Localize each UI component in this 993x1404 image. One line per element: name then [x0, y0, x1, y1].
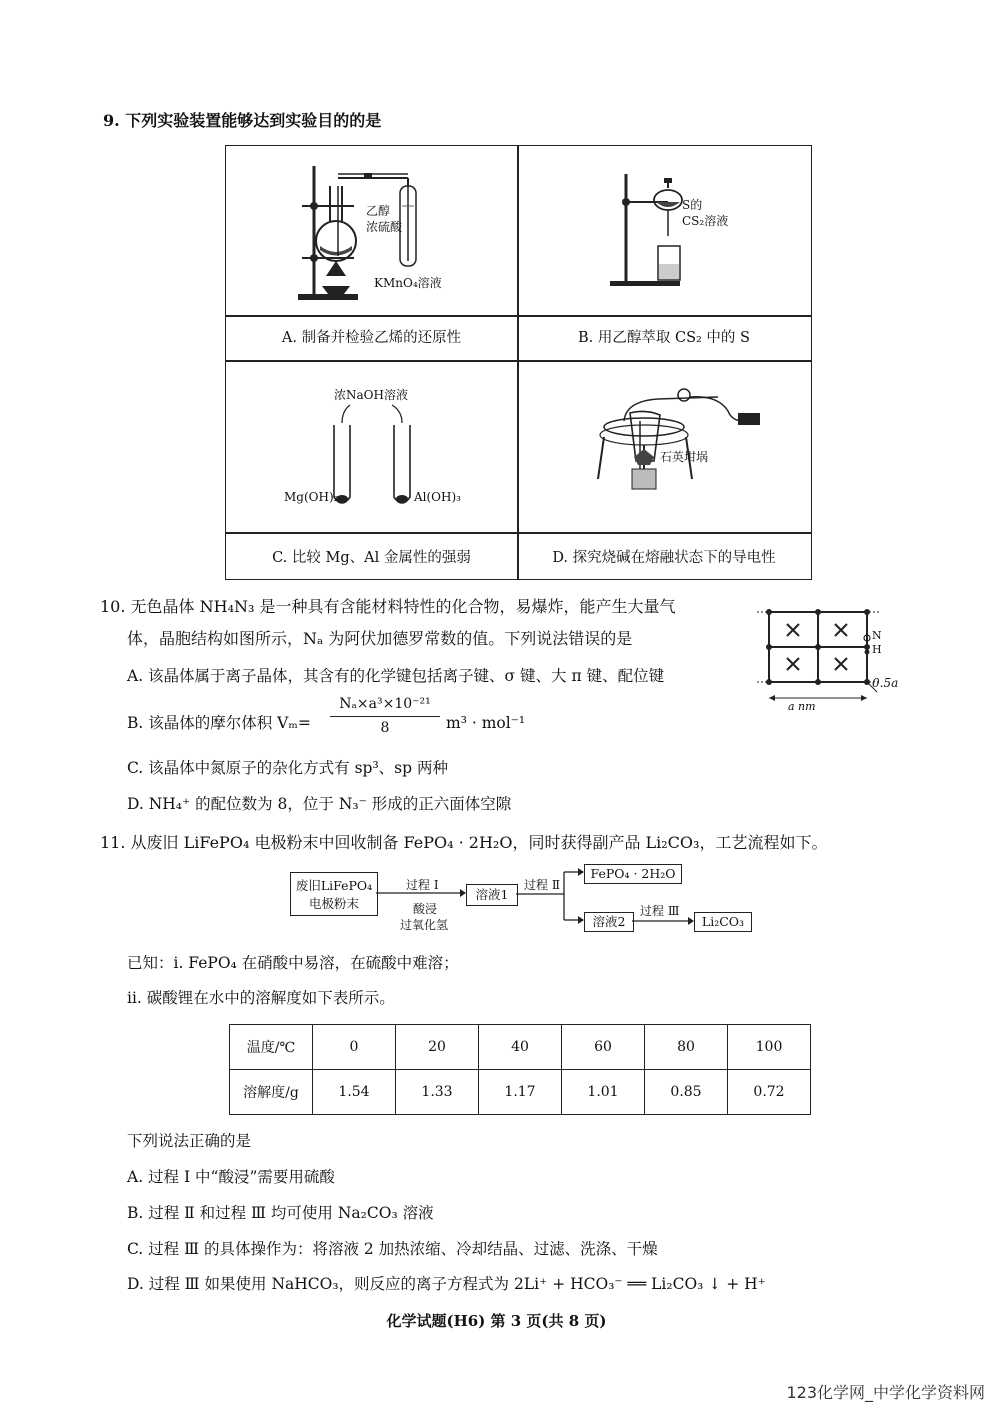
q10-option-a: A. 该晶体属于离子晶体，其含有的化学键包括离子键、σ 键、大 π 键、配位键	[127, 667, 665, 685]
table-cell: 0	[313, 1025, 396, 1070]
flow-box-li2co3: Li₂CO₃	[694, 912, 752, 932]
label-ethanol: 乙醇	[366, 204, 391, 218]
q10-option-d: D. NH₄⁺ 的配位数为 8，位于 N₃⁻ 形成的正六面体空隙	[127, 795, 512, 813]
q10-option-c: C. 该晶体中氮原子的杂化方式有 sp³、sp 两种	[127, 759, 448, 777]
legend-n: N	[872, 629, 882, 642]
q9-option-b: B. 用乙醇萃取 CS₂ 中的 S	[578, 330, 750, 346]
flow-box-waste: 废旧LiFePO₄ 电极粉末	[290, 872, 378, 916]
table-header: 溶解度/g	[230, 1070, 313, 1115]
q9-apparatus-grid	[225, 145, 812, 580]
process-flowchart	[280, 862, 760, 942]
q11-stem: 11. 从废旧 LiFePO₄ 电极粉末中回收制备 FePO₄ · 2H₂O，同时获得副产品 Li₂CO₃，工艺流程如下。	[100, 833, 828, 852]
flow-box-solution1: 溶液1	[466, 884, 518, 906]
table-row	[230, 1070, 811, 1115]
table-cell: 100	[728, 1025, 811, 1070]
q11-option-c: C. 过程 Ⅲ 的具体操作为：将溶液 2 加热浓缩、冷却结晶、过滤、洗涤、干燥	[127, 1240, 658, 1258]
q9-option-c: C. 比较 Mg、Al 金属性的强弱	[272, 550, 471, 566]
flow-step1-acid: 酸浸	[413, 902, 438, 916]
table-cell: 20	[396, 1025, 479, 1070]
label-conc-sulfuric: 浓硫酸	[366, 220, 403, 234]
page-footer: 化学试题(H6) 第 3 页(共 8 页)	[386, 1312, 607, 1330]
arrow-icon	[632, 916, 694, 926]
solubility-table	[229, 1024, 811, 1115]
legend-h: H	[872, 643, 882, 656]
table-cell: 40	[479, 1025, 562, 1070]
table-cell: 80	[645, 1025, 728, 1070]
table-cell: 1.54	[313, 1070, 396, 1115]
flow-step1: 过程 Ⅰ	[406, 878, 439, 892]
flow-box-fepo4: FePO₄ · 2H₂O	[584, 864, 682, 884]
q10-option-b-denominator: 8	[380, 720, 390, 736]
flow-step3: 过程 Ⅲ	[640, 904, 680, 918]
table-row	[230, 1025, 811, 1070]
test-tubes-figure	[226, 361, 516, 532]
q9-stem: 9. 下列实验装置能够达到实验目的的是	[103, 111, 382, 130]
flow-step1-h2o2: 过氧化氢	[400, 918, 449, 932]
table-cell: 0.85	[645, 1070, 728, 1115]
extraction-apparatus-figure	[518, 146, 810, 315]
flow-step2: 过程 Ⅱ	[524, 878, 560, 892]
fraction-bar	[330, 716, 440, 717]
label-mgoh2: Mg(OH)₂	[284, 490, 339, 504]
dim-side-label: 0.5a	[872, 676, 899, 690]
label-conc-naoh: 浓NaOH溶液	[334, 388, 408, 402]
table-header: 温度/℃	[230, 1025, 313, 1070]
q11-option-b: B. 过程 Ⅱ 和过程 Ⅲ 均可使用 Na₂CO₃ 溶液	[127, 1204, 434, 1222]
q10-stem-line2: 体，晶胞结构如图所示，Nₐ 为阿伏加德罗常数的值。下列说法错误的是	[127, 629, 633, 648]
site-watermark: 123化学网_中学化学资料网	[786, 1383, 985, 1402]
label-aloh3: Al(OH)₃	[414, 490, 461, 504]
unit-cell-figure	[755, 600, 905, 710]
q10-option-b-prefix: B. 该晶体的摩尔体积 Vₘ=	[127, 714, 311, 732]
table-cell: 60	[562, 1025, 645, 1070]
q10-option-b-numerator: Nₐ×a³×10⁻²¹	[339, 696, 431, 712]
q11-known-2: ⅱ. 碳酸锂在水中的溶解度如下表所示。	[127, 989, 395, 1007]
q11-option-a: A. 过程 Ⅰ 中“酸浸”需要用硫酸	[127, 1168, 335, 1186]
table-cell: 1.01	[562, 1070, 645, 1115]
q9-option-d: D. 探究烧碱在熔融状态下的导电性	[552, 550, 776, 566]
table-cell: 1.17	[479, 1070, 562, 1115]
q10-stem-line1: 10. 无色晶体 NH₄N₃ 是一种具有含能材料特性的化合物，易爆炸，能产生大量气	[100, 597, 676, 616]
label-quartz-crucible: 石英坩埚	[660, 450, 709, 464]
table-cell: 0.72	[728, 1070, 811, 1115]
arrow-icon	[376, 888, 466, 898]
q9-option-a: A. 制备并检验乙烯的还原性	[281, 330, 462, 346]
label-cs2-solution: CS₂溶液	[682, 214, 729, 228]
table-cell: 1.33	[396, 1070, 479, 1115]
q11-option-d: D. 过程 Ⅲ 如果使用 NaHCO₃，则反应的离子方程式为 2Li⁺ + HCO₃⁻ ══ Li₂CO₃ ↓ + H⁺	[127, 1275, 766, 1293]
branch-arrow-icon	[516, 862, 584, 932]
q11-known-1: 已知：ⅰ. FePO₄ 在硝酸中易溶，在硫酸中难溶；	[127, 954, 459, 972]
conductivity-apparatus-figure	[518, 361, 810, 532]
dim-bottom-label: a nm	[788, 700, 816, 713]
label-s-of: S的	[682, 198, 703, 212]
q10-option-b-suffix: m³ · mol⁻¹	[446, 714, 526, 732]
q11-question: 下列说法正确的是	[127, 1132, 252, 1150]
flow-box-solution2: 溶液2	[584, 912, 634, 932]
label-kmno4: KMnO₄溶液	[374, 276, 442, 290]
